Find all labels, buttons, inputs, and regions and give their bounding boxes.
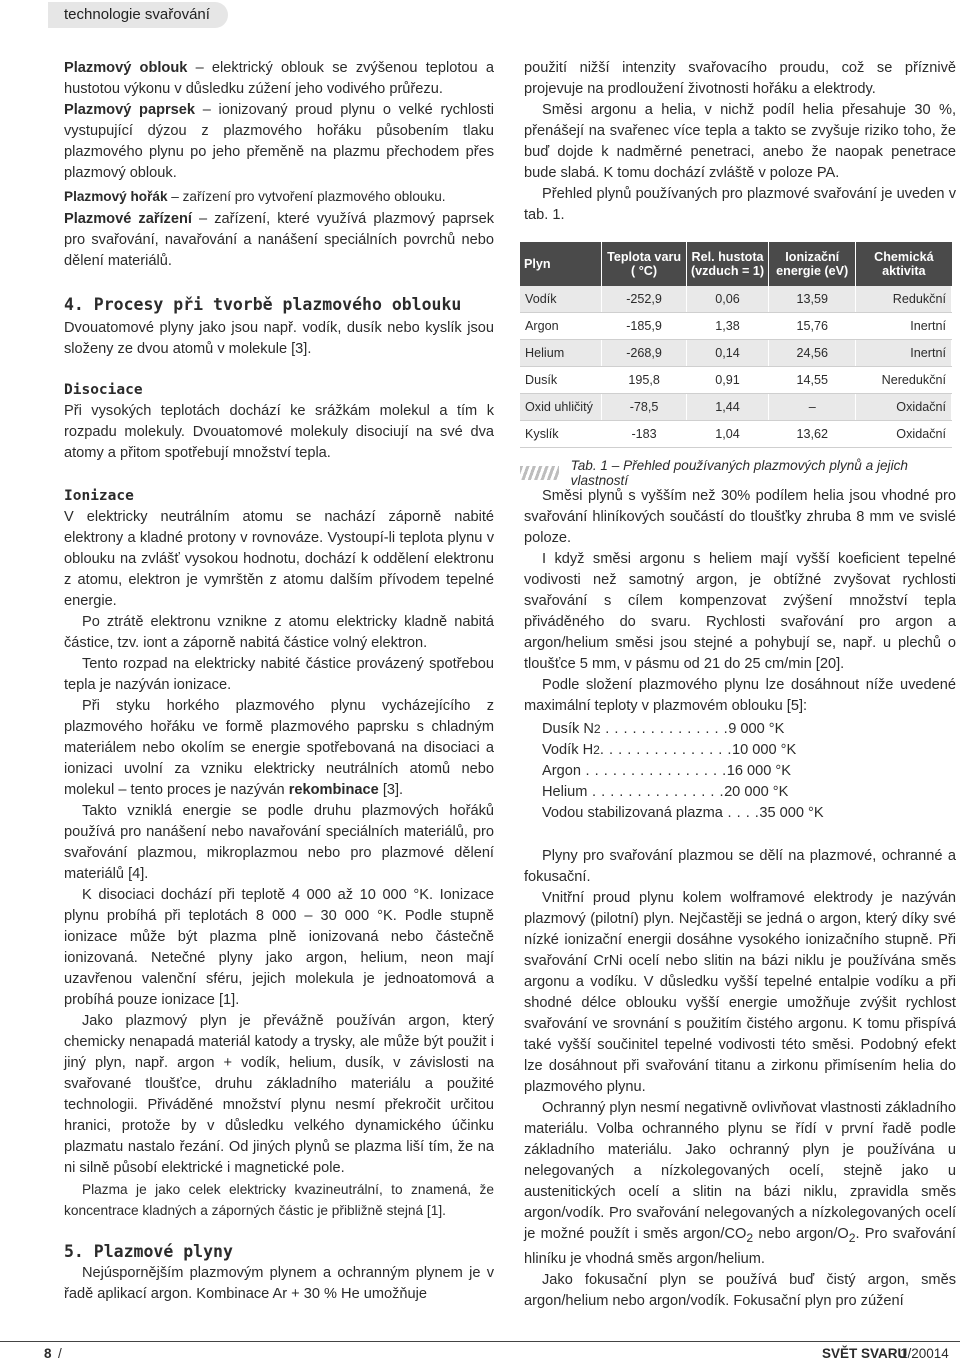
- ionization-p1: V elektricky neutrálním atomu se nachází záporně nabité elektrony a kladné protony v rovnováze. Vystoupí-li teplota plynu v oblouku na zvlášť vysokou hodnotu, dochází k oddělení elektronu z atomu, elektron je vymrštěn z atomu dalším přívodem tepelné energie.: [64, 509, 494, 609]
- table-row: Helium -268,9 0,14 24,56 Inertní: [520, 340, 952, 367]
- stripes-icon: [520, 466, 559, 480]
- section-4-heading: 4. Procesy při tvorbě plazmového oblouku: [64, 295, 462, 314]
- definition-plasma-arc: Plazmový oblouk – elektrický oblouk se zvýšenou teplotou a hustotou výkonu v důsledku zúžení jeho vodivého průřezu.: [64, 60, 494, 97]
- ionization-heading: Ionizace: [64, 488, 134, 504]
- table-row: Vodík -252,9 0,06 13,59 Redukční: [520, 286, 952, 313]
- table-row: Oxid uhličitý -78,5 1,44 – Oxidační: [520, 394, 952, 421]
- energy-use-paragraph: Takto vzniklá energie se podle druhu plazmových hořáků používá pro nanášení nebo navařování speciálních materiálů, pro svařování plazmou, mikroplazmou nebo pro plazmové dělení materiálů [4].: [64, 803, 494, 882]
- col-header-gas: Plyn: [520, 242, 602, 286]
- section-5-heading: 5. Plazmové plyny: [64, 1242, 233, 1261]
- temperature-paragraph: K disociaci dochází při teplotě 4 000 až 10 000 °K. Ionizace plynu probíhá při teplotách 8 000 – 30 000 °K. Podle stupně ionizace může být plazma plně ionizovaná nebo částečně ionizovaná. Netečné plyny jako argon, helium, neon mají uzavřenou valenční sféru, jejich molekula je jednoatomová a probíhá pouze ionizace [1].: [64, 887, 494, 1008]
- dissociation-text: Při vysokých teplotách dochází ke srážkám molekul a tím k rozpadu molekuly. Dvouatomové molekuly disociují na své dva atomy a přitom spotřebují množství tepla.: [64, 403, 494, 461]
- right-bottom-p7: Jako fokusační plyn se používá buď čistý argon, směs argon/helium nebo argon/vodík. Fokusační plyn pro zúžení: [524, 1271, 956, 1309]
- right-column-bottom: [524, 486, 956, 1312]
- section-5-text: Nejúspornějším plazmovým plynem a ochranným plynem je v řadě aplikací argon. Kombinace Ar + 30 % He umožňuje: [64, 1265, 494, 1302]
- section-tag: technologie svařování: [48, 2, 228, 28]
- recombination-paragraph: Při styku horkého plazmového plynu vycházejícího z plazmového hořáku ve formě plazmového paprsku s chladným materiálem nebo okolím se energie spotřebovaná na disociaci a ionizaci uvolní za vzniku elektricky neutrálních atomů nebo molekul – tento proces je nazýván rekombinace [3].: [64, 698, 494, 798]
- col-header-density: Rel. hustota (vzduch = 1): [686, 242, 768, 286]
- right-bottom-p6: Ochranný plyn nesmí negativně ovlivňovat vlastnosti základního materiálu. Volba ochranného plynu se řídí v první řadě podle základního materiálu. Jako ochranný plyn je používána u nelegovaných a nízkolegovaných ocelí, stejně jako u austenitických ocelí a slitin na bázi niklu, zpravidla směs argon/vodík. Pro svařování nelegovaných a nízkolegovaných ocelí je možné použít i směs argon/$CO_2$ nebo argon/$O_2$. Pro svařování hliníku je vhodná směs argon/helium.: [524, 1100, 956, 1267]
- gas-table-header: [520, 242, 952, 286]
- dissociation-heading: Disociace: [64, 382, 143, 398]
- left-column-top: [64, 58, 494, 464]
- plasma-gas-paragraph: Jako plazmový plyn je převážně používán argon, který chemicky nenapadá materiál katody a trysky, ale může být použit i jiný plyn, např. argon + vodík, helium, dusík, v závislosti na svařované tloušťce, druhu základního materiálu a použité technologii. Přiváděné množství plynu nesmí překročit určitou hranici, protože by v důsledku velkého dynamického účinku plazmatu nastalo řezání. Od jiných plynů se plazma liší tím, že na ni silně působí elektrické i magnetické pole.: [64, 1013, 494, 1176]
- table-row: Kyslík -183 1,04 13,62 Oxidační: [520, 421, 952, 448]
- right-paragraph-1: použití nižší intenzity svařovacího proudu, což se příznivě projevuje na prodloužení životnosti hořáku a elektrody.: [524, 60, 956, 97]
- footer: [0, 1341, 960, 1363]
- right-paragraph-2: Směsi argonu a helia, v nichž podíl helia přesahuje 30 %, přenášejí na svařenec více tepla a takto se zvyšuje riziko toho, že buď dojde k nadměrné penetraci, anebo že naopak penetrace bude slabá. K tomu dochází zvláště v poloze PA.: [524, 102, 956, 181]
- section-4-text: Dvouatomové plyny jako jsou např. vodík, dusík nebo kyslík jsou složeny ze dvou atomů v molekule [3].: [64, 320, 494, 357]
- temperature-row-water-stabilized: Vodou stabilizovaná plazma . . . . 35 000 °K: [542, 805, 824, 821]
- temperature-row-nitrogen: Dusík N 2 . . . . . . . . . . . . . . 9 000 °K: [542, 721, 785, 737]
- page-number: 8: [44, 1346, 52, 1361]
- temperature-row-hydrogen: Vodík H 2 . . . . . . . . . . . . . . . 10 000 °K: [542, 742, 797, 758]
- temperature-list: [542, 719, 882, 824]
- right-bottom-p3: Podle složení plazmového plynu lze dosáhnout níže uvedené maximální teploty v plazmovém oblouku [5]:: [524, 677, 956, 714]
- temperature-row-argon: Argon . . . . . . . . . . . . . . . . 16 000 °K: [542, 763, 791, 779]
- right-column-top: [524, 58, 956, 226]
- col-header-ionization: Ionizační energie (eV): [769, 242, 856, 286]
- col-header-activity: Chemická aktivita: [856, 242, 952, 286]
- ionization-p2: Po ztrátě elektronu vznikne z atomu elektricky kladně nabitá částice, tzv. iont a záporně nabitá částice volný elektron.: [64, 614, 494, 651]
- col-header-boiling: Teplota varu ( °C): [602, 242, 686, 286]
- quasineutral-paragraph: Plazma je jako celek elektricky kvazineutrální, to znamená, že koncentrace kladných a záporných částic je přibližně stejná [1].: [64, 1182, 494, 1218]
- magazine-name: SVĚT SVARU: [822, 1346, 908, 1361]
- table-row: Dusík 195,8 0,91 14,55 Neredukční: [520, 367, 952, 394]
- table-caption: Tab. 1 – Přehled používaných plazmových plynů a jejich vlastností: [520, 458, 956, 488]
- right-bottom-p1: Směsi plynů s vyšším než 30% podílem helia jsou vhodné pro svařování hliníkových součástí do tloušťky zhruba 8 mm ve svislé poloze.: [524, 488, 956, 546]
- right-bottom-p2: I když směsi argonu s heliem mají vyšší koeficient tepelné vodivosti než samotný argon, je obtížné zvyšovat rychlosti svařování s cílem kompenzovat zvýšení množství tepla přiváděného do svaru. Rychlosti svařování pro argon a argon/helium směsi jsou stejné a pohybují se, např. u plechů o tloušťce 5 mm, v pásmu od 21 do 25 cm/min [20].: [524, 551, 956, 672]
- table-row: Argon -185,9 1,38 15,76 Inertní: [520, 313, 952, 340]
- gas-table: [520, 242, 952, 448]
- definition-plasma-device: Plazmové zařízení – zařízení, které využívá plazmový paprsek pro svařování, navařování a nanášení speciálních povrchů nebo dělení materiálů.: [64, 211, 494, 269]
- page-slash: /: [58, 1346, 62, 1361]
- left-column-bottom: [64, 486, 494, 1305]
- definition-plasma-torch: Plazmový hořák – zařízení pro vytvoření plazmového oblouku.: [64, 189, 446, 204]
- right-bottom-p4: Plyny pro svařování plazmou se dělí na plazmové, ochranné a fokusační.: [524, 848, 956, 885]
- ionization-p3: Tento rozpad na elektricky nabité částice provázený spotřebou tepla je nazýván ionizace.: [64, 656, 494, 693]
- temperature-row-helium: Helium . . . . . . . . . . . . . . . 20 000 °K: [542, 784, 789, 800]
- gas-table-block: [520, 242, 956, 488]
- footer-divider: [0, 1341, 960, 1342]
- right-bottom-p5: Vnitřní proud plynu kolem wolframové elektrody je nazýván plazmový (pilotní) plyn. Nejčastěji se jedná o argon, který díky své nízké ionizační energii dosáhne vysokého ionizačního stupně. Při svařování CrNi ocelí nebo slitin na bázi niklu je používána směs argonu a vodíku. V důsledku vyšší tepelné entalpie vodíku a při shodné délce oblouku vyšší energie umožňuje zvýšit rychlost svařování ve srovnání s použitím čistého argonu. K tomu přispívá také vyšší součinitel tepelné vodivosti této směsi. Podobný efekt lze dosáhnout při svařování titanu a zirkonu přimísením helia do plazmového plynu.: [524, 890, 956, 1095]
- right-paragraph-3: Přehled plynů používaných pro plazmové svařování je uveden v tab. 1.: [524, 186, 956, 223]
- magazine-issue: 1/20014: [900, 1346, 949, 1361]
- definition-plasma-jet: Plazmový paprsek – ionizovaný proud plynu o velké rychlosti vystupující dýzou z plazmového hořáku působením tlaku plazmového plynu po jeho přeměně na plazmu přechodem přes plazmový oblouk.: [64, 102, 494, 181]
